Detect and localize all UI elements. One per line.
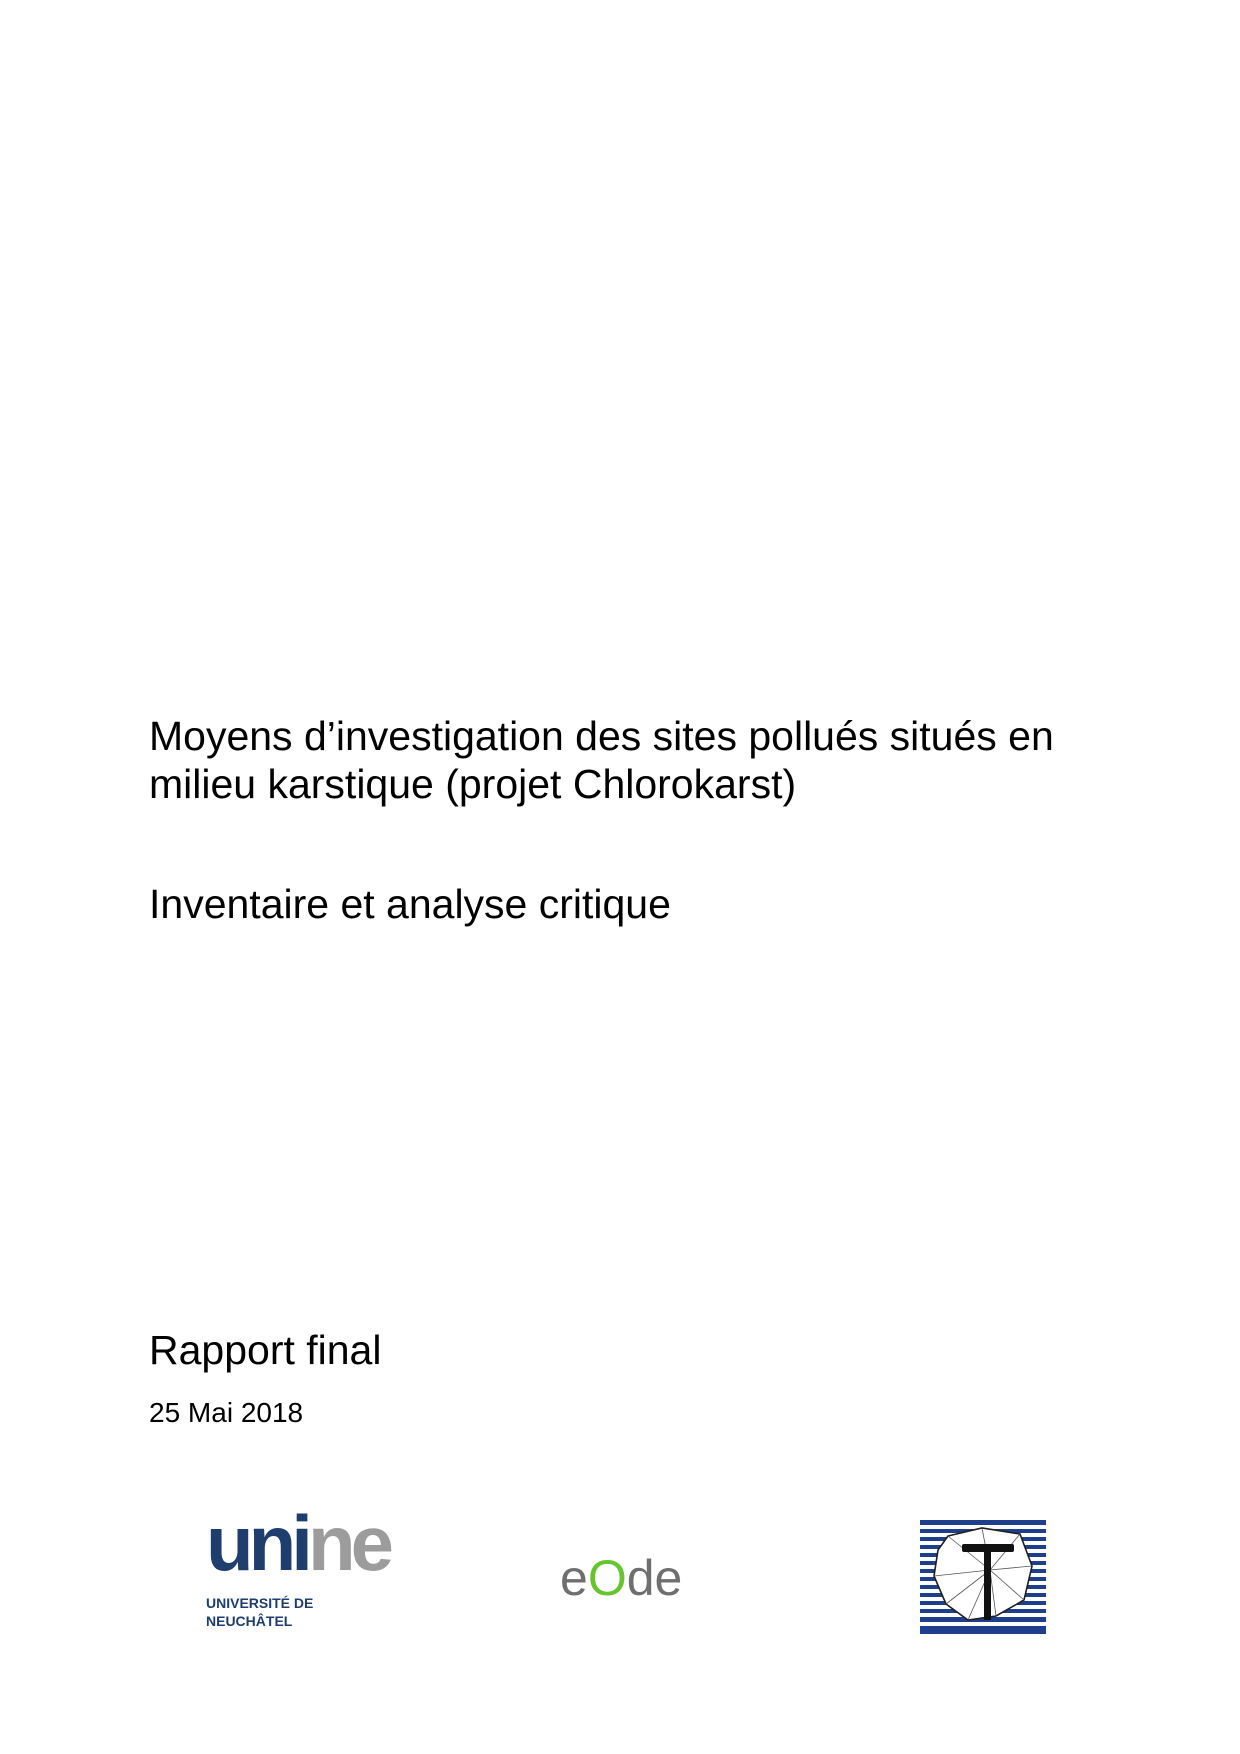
unine-wordmark bbox=[206, 1498, 389, 1588]
unine-wordmark-part1: uni bbox=[206, 1499, 308, 1587]
report-date: 25 Mai 2018 bbox=[149, 1397, 304, 1428]
eode-logo bbox=[560, 1548, 682, 1608]
eode-logo-part1: e bbox=[560, 1550, 588, 1606]
report-type: Rapport final bbox=[149, 1327, 382, 1373]
geologist-hammer-emblem-icon bbox=[920, 1520, 1046, 1634]
unine-logo bbox=[206, 1499, 396, 1632]
unine-caption: UNIVERSITÉ DE NEUCHÂTEL bbox=[206, 1595, 314, 1629]
geology-emblem-svg bbox=[920, 1520, 1046, 1634]
eode-logo-part3: de bbox=[626, 1550, 683, 1606]
report-subtitle: Inventaire et analyse critique bbox=[149, 881, 671, 927]
report-title: Moyens d’investigation des sites pollués situés en milieu karstique (projet Chlorokarst) bbox=[149, 713, 1054, 807]
unine-wordmark-part2: ne bbox=[307, 1499, 389, 1587]
eode-logo-part2: O bbox=[587, 1550, 627, 1606]
